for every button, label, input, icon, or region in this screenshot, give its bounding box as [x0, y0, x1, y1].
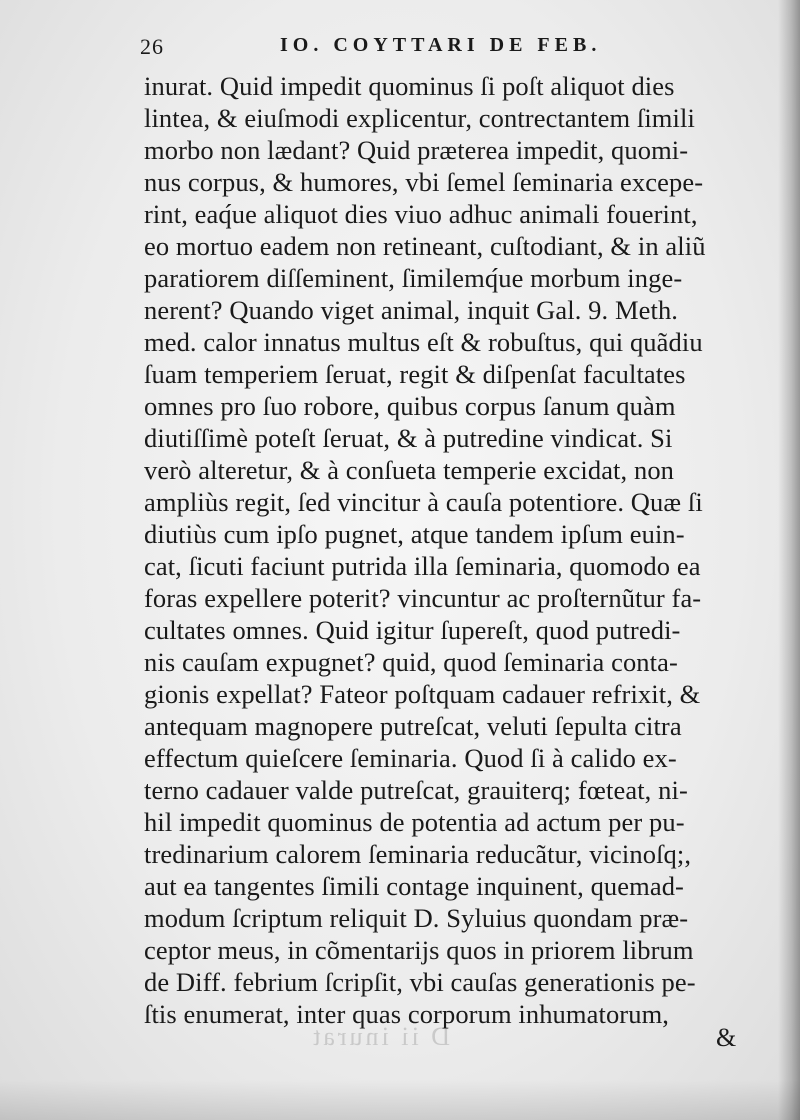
text-line: paratiorem diſſeminent, ſimilemq́ue morbum inge-	[144, 263, 683, 293]
text-line: rint, eaq́ue aliquot dies viuo adhuc animali fouerint,	[144, 199, 698, 229]
text-line: morbo non lædant? Quid præterea impedit, quomi-	[144, 135, 689, 165]
text-line: ceptor meus, in cõmentarijs quos in priorem librum	[144, 935, 694, 965]
body-text	[144, 70, 764, 1030]
text-line: terno cadauer valde putreſcat, grauiterq; fœteat, ni-	[144, 775, 688, 805]
page-header	[140, 28, 660, 68]
running-head: IO. COYTTARI DE FEB.	[280, 34, 602, 56]
text-line: diutiùs cum ipſo pugnet, atque tandem ipſum euin-	[144, 519, 685, 549]
text-line: aut ea tangentes ſimili contage inquinent, quemad-	[144, 871, 684, 901]
text-line: diutiſſimè poteſt ſeruat, & à putredine vindicat. Si	[144, 423, 673, 453]
text-line: cat, ſicuti faciunt putrida illa ſeminaria, quomodo ea	[144, 551, 701, 581]
bottom-shadow	[0, 1080, 800, 1120]
text-line: gionis expellat? Fateor poſtquam cadauer refrixit, &	[144, 679, 701, 709]
text-line: ſtis enumerat, inter quas corporum inhumatorum,	[144, 999, 670, 1029]
text-line: eo mortuo eadem non retineant, cuſtodiant, & in aliũ	[144, 231, 706, 261]
text-line: med. calor innatus multus eſt & robuſtus, qui quãdiu	[144, 327, 703, 357]
text-line: omnes pro ſuo robore, quibus corpus ſanum quàm	[144, 391, 676, 421]
text-line: lintea, & eiuſmodi explicentur, contrectantem ſimili	[144, 103, 695, 133]
text-line: ſuam temperiem ſeruat, regit & diſpenſat facultates	[144, 359, 686, 389]
text-line: antequam magnopere putreſcat, veluti ſepulta citra	[144, 711, 682, 741]
text-line: nus corpus, & humores, vbi ſemel ſeminaria excepe-	[144, 167, 704, 197]
show-through-bleed: D ii inurat	[310, 1022, 450, 1051]
text-line: verò alteretur, & à conſueta temperie excidat, non	[144, 455, 675, 485]
text-line: effectum quieſcere ſeminaria. Quod ſi à calido ex-	[144, 743, 677, 773]
text-line: hil impedit quominus de potentia ad actum per pu-	[144, 807, 685, 837]
text-line: modum ſcriptum reliquit D. Syluius quondam præ-	[144, 903, 689, 933]
catchword: &	[716, 1023, 737, 1052]
gutter-shadow	[778, 0, 800, 1120]
text-line: de Diff. febrium ſcripſit, vbi cauſas generationis pe-	[144, 967, 696, 997]
text-line: tredinarium calorem ſeminaria reducãtur, vicinoſq;,	[144, 839, 692, 869]
text-line: cultates omnes. Quid igitur ſupereſt, quod putredi-	[144, 615, 681, 645]
text-line: inurat. Quid impedit quominus ſi poſt aliquot dies	[144, 71, 675, 101]
text-line: ampliùs regit, ſed vincitur à cauſa potentiore. Quæ ſi	[144, 487, 703, 517]
text-line: foras expellere poterit? vincuntur ac proſternũtur fa-	[144, 583, 702, 613]
text-line: nis cauſam expugnet? quid, quod ſeminaria conta-	[144, 647, 678, 677]
text-line: nerent? Quando viget animal, inquit Gal. 9. Meth.	[144, 295, 679, 325]
page-number: 26	[140, 34, 164, 59]
